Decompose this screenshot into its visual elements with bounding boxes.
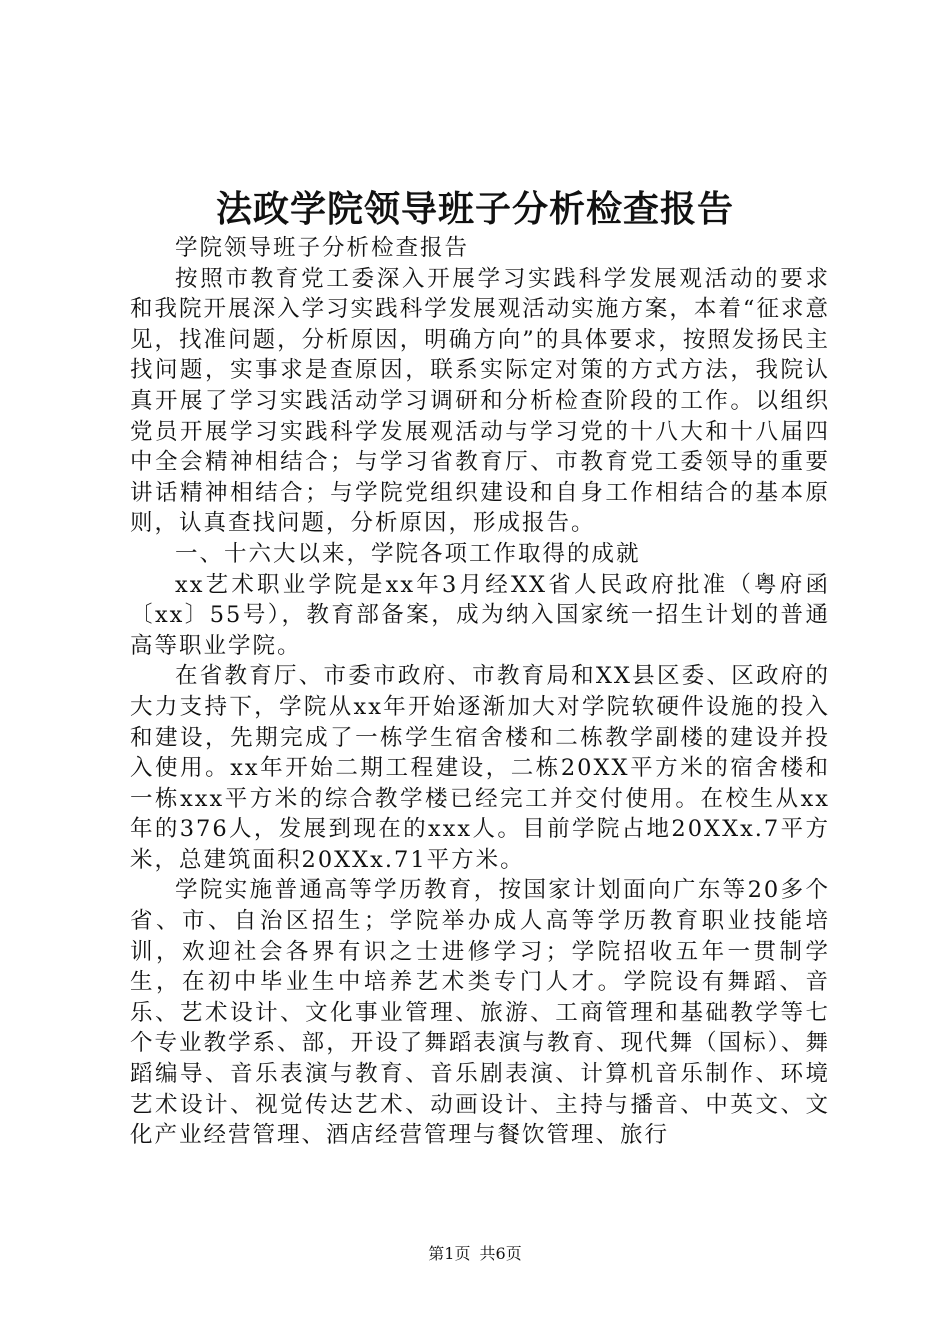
- document-body: [130, 233, 830, 1151]
- page-total: 共6页: [479, 1244, 522, 1263]
- subtitle-paragraph: 学院领导班子分析检查报告: [175, 235, 470, 261]
- intro-paragraph: 按照市教育党工委深入开展学习实践科学发展观活动的要求和我院开展深入学习实践科学发展观活动实施方案，本着“征求意见，找准问题，分析原因，明确方向”的具体要求，按照发扬民主找问题，实事求是查原因，联系实际定对策的方式方法，我院认真开展了学习实践活动学习调研和分析检查阶段的工作。以组织党员开展学习实践科学发展观活动与学习党的十八大和十八届四中全会精神相结合；与学习省教育厅、市教育党工委领导的重要讲话精神相结合；与学院党组织建设和自身工作相结合的基本原则，认真查找问题，分析原因，形成报告。: [130, 265, 830, 537]
- section-heading: 一、十六大以来，学院各项工作取得的成就: [175, 540, 641, 567]
- body-paragraph: 学院实施普通高等学历教育，按国家计划面向广东等20多个省、市、自治区招生；学院举办成人高等学历教育职业技能培训，欢迎社会各界有识之士进修学习；学院招收五年一贯制学生，在初中毕业生中培养艺术类专门人才。学院设有舞蹈、音乐、艺术设计、文化事业管理、旅游、工商管理和基础教学等七个专业教学系、部，开设了舞蹈表演与教育、现代舞（国标）、舞蹈编导、音乐表演与教育、音乐剧表演、计算机音乐制作、环境艺术设计、视觉传达艺术、动画设计、主持与播音、中英文、文化产业经营管理、酒店经营管理与餐饮管理、旅行: [130, 877, 830, 1149]
- page-number: 第1页: [428, 1244, 471, 1263]
- document-title: 法政学院领导班子分析检查报告: [215, 188, 734, 230]
- body-paragraph: 在省教育厅、市委市政府、市教育局和XX县区委、区政府的大力支持下，学院从xx年开始逐渐加大对学院软硬件设施的投入和建设，先期完成了一栋学生宿舍楼和二栋教学副楼的建设并投入使用。xx年开始二期工程建设，二栋20XX平方米的宿舍楼和一栋xxx平方米的综合教学楼已经完工并交付使用。在校生从xx年的376人，发展到现在的xxx人。目前学院占地20XXx.7平方米，总建筑面积20XXx.71平方米。: [130, 663, 830, 873]
- body-paragraph: xx艺术职业学院是xx年3月经XX省人民政府批准（粤府函〔xx〕55号），教育部备案，成为纳入国家统一招生计划的普通高等职业学院。: [130, 571, 830, 659]
- page-footer: [0, 1244, 950, 1264]
